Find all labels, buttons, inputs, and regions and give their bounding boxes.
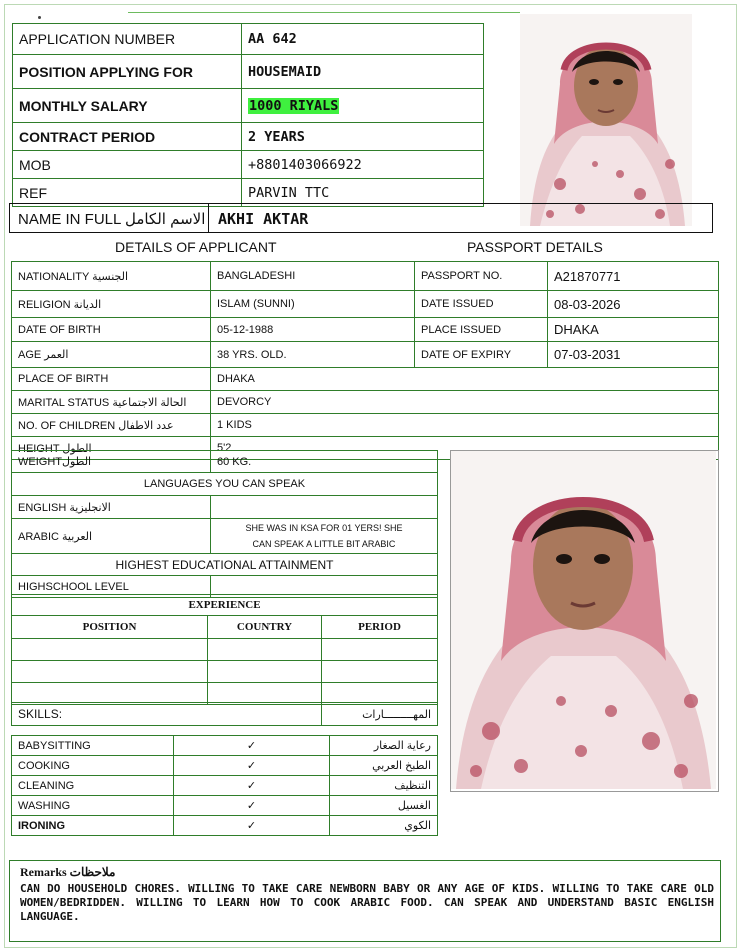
arabic-note-line-2: CAN SPEAK A LITTLE BIT ARABIC <box>252 539 396 549</box>
skill-check-icon: ✓ <box>174 816 330 836</box>
arabic-note-line-1: SHE WAS IN KSA FOR 01 YERS! SHE <box>245 523 403 533</box>
children-row <box>12 414 719 437</box>
applicant-photo-large <box>450 450 719 792</box>
marital-label: MARITAL STATUS الحالة الاجتماعية <box>12 391 211 414</box>
skills-table <box>11 735 438 836</box>
skill-name: IRONING <box>12 816 174 836</box>
height-value: 5'2 <box>211 437 719 460</box>
age-value: 38 YRS. OLD. <box>211 342 415 368</box>
education-title: HIGHEST EDUCATIONAL ATTAINMENT <box>12 554 438 576</box>
mob-label: MOB <box>13 151 242 179</box>
place-issued-label: PLACE ISSUED <box>415 318 548 342</box>
pob-label: PLACE OF BIRTH <box>12 368 211 391</box>
experience-title: EXPERIENCE <box>12 595 438 616</box>
arabic-row <box>12 519 438 554</box>
ref-value: PARVIN TTC <box>242 179 484 207</box>
experience-title-row <box>12 595 438 616</box>
experience-col-position: POSITION <box>12 616 208 639</box>
mob-value: +8801403066922 <box>242 151 484 179</box>
position-value: HOUSEMAID <box>242 55 484 89</box>
experience-cell <box>208 639 322 661</box>
contract-row <box>13 123 484 151</box>
english-row <box>12 496 438 519</box>
experience-cell <box>322 661 438 683</box>
weight-value: 60 KG. <box>211 451 438 473</box>
date-issued-value: 08-03-2026 <box>548 291 719 318</box>
english-label: ENGLISH الانجليزية <box>12 496 211 519</box>
experience-header-row <box>12 616 438 639</box>
religion-value: ISLAM (SUNNI) <box>211 291 415 318</box>
skill-check-icon: ✓ <box>174 736 330 756</box>
date-expiry-label: DATE OF EXPIRY <box>415 342 548 368</box>
skill-row <box>12 816 438 836</box>
applicant-photo-small <box>520 14 692 226</box>
remarks-text: CAN DO HOUSEHOLD CHORES. WILLING TO TAKE CARE NEWBORN BABY OR ANY AGE OF KIDS. WILLING TO TAKE CARE OLD WOMEN/BEDRIDDEN. WILLING TO LEARN HOW TO COOK ARABIC FOOD. CAN SPEAK AND UNDERSTAND BASIC ENGLISH LANGUAGE. <box>20 882 714 923</box>
passport-no-label: PASSPORT NO. <box>415 262 548 291</box>
skill-name-arabic: الكوي <box>330 816 438 836</box>
mob-row <box>13 151 484 179</box>
dob-row <box>12 318 719 342</box>
skills-label: SKILLS: <box>12 703 322 726</box>
application-number-value: AA 642 <box>242 24 484 55</box>
languages-title-row <box>12 473 438 496</box>
ref-label: REF <box>13 179 242 207</box>
contract-value: 2 YEARS <box>242 123 484 151</box>
skills-label-arabic: المهـــــــــارات <box>322 703 438 726</box>
lower-left-table <box>11 450 438 598</box>
children-label: NO. OF CHILDREN عدد الاطفال <box>12 414 211 437</box>
skills-header-row <box>12 703 438 726</box>
experience-row <box>12 661 438 683</box>
dob-label: DATE OF BIRTH <box>12 318 211 342</box>
full-name-label: NAME IN FULL الاسم الكامل <box>18 211 206 228</box>
pob-row <box>12 368 719 391</box>
age-label: AGE العمر <box>12 342 211 368</box>
experience-cell <box>12 661 208 683</box>
nationality-label: NATIONALITY الجنسية <box>12 262 211 291</box>
remarks-title: Remarks ملاحظات <box>20 865 116 879</box>
education-title-row <box>12 554 438 576</box>
skill-name-arabic: الغسيل <box>330 796 438 816</box>
skill-name: COOKING <box>12 756 174 776</box>
remarks-box <box>9 860 721 942</box>
date-issued-label: DATE ISSUED <box>415 291 548 318</box>
skill-row <box>12 756 438 776</box>
position-label: POSITION APPLYING FOR <box>13 55 242 89</box>
skill-row <box>12 736 438 756</box>
full-name-divider <box>208 204 209 232</box>
children-value: 1 KIDS <box>211 414 719 437</box>
height-label: HEIGHT الطول <box>12 437 211 460</box>
skill-name-arabic: الطبخ العربي <box>330 756 438 776</box>
skill-name-arabic: رعاية الصغار <box>330 736 438 756</box>
skill-check-icon: ✓ <box>174 756 330 776</box>
pob-value: DHAKA <box>211 368 719 391</box>
salary-label: MONTHLY SALARY <box>13 89 242 123</box>
skill-name: BABYSITTING <box>12 736 174 756</box>
full-name-row <box>9 203 713 233</box>
skill-name: WASHING <box>12 796 174 816</box>
arabic-value <box>211 519 438 554</box>
age-row <box>12 342 719 368</box>
skill-row <box>12 776 438 796</box>
skill-row <box>12 796 438 816</box>
experience-cell <box>208 661 322 683</box>
place-issued-value: DHAKA <box>548 318 719 342</box>
skill-check-icon: ✓ <box>174 796 330 816</box>
contract-label: CONTRACT PERIOD <box>13 123 242 151</box>
religion-row <box>12 291 719 318</box>
position-row <box>13 55 484 89</box>
full-name-value: AKHI AKTAR <box>218 210 309 228</box>
weight-label: WEIGHTالطول <box>12 451 211 473</box>
languages-title: LANGUAGES YOU CAN SPEAK <box>12 473 438 496</box>
education-level: HIGHSCHOOL LEVEL <box>12 576 211 598</box>
marital-value: DEVORCY <box>211 391 719 414</box>
arabic-label: ARABIC العربية <box>12 519 211 554</box>
salary-value: 1000 RIYALS <box>249 97 339 114</box>
nationality-row <box>12 262 719 291</box>
skills-header-table <box>11 702 438 726</box>
application-table <box>12 23 484 207</box>
experience-row <box>12 639 438 661</box>
experience-col-country: COUNTRY <box>208 616 322 639</box>
experience-table <box>11 594 438 705</box>
english-value <box>211 496 438 519</box>
application-number-row <box>13 24 484 55</box>
top-divider <box>128 12 520 13</box>
experience-col-period: PERIOD <box>322 616 438 639</box>
salary-row <box>13 89 484 123</box>
corner-dot <box>38 16 41 19</box>
skill-check-icon: ✓ <box>174 776 330 796</box>
skill-name: CLEANING <box>12 776 174 796</box>
date-expiry-value: 07-03-2031 <box>548 342 719 368</box>
skill-name-arabic: التنظيف <box>330 776 438 796</box>
experience-cell <box>12 639 208 661</box>
application-number-label: APPLICATION NUMBER <box>13 24 242 55</box>
applicant-details-heading: DETAILS OF APPLICANT <box>115 239 277 255</box>
marital-row <box>12 391 719 414</box>
nationality-value: BANGLADESHI <box>211 262 415 291</box>
religion-label: RELIGION الديانة <box>12 291 211 318</box>
weight-row <box>12 451 438 473</box>
dob-value: 05-12-1988 <box>211 318 415 342</box>
passport-details-heading: PASSPORT DETAILS <box>467 239 603 255</box>
experience-cell <box>322 639 438 661</box>
details-table <box>11 261 719 460</box>
passport-no-value: A21870771 <box>548 262 719 291</box>
